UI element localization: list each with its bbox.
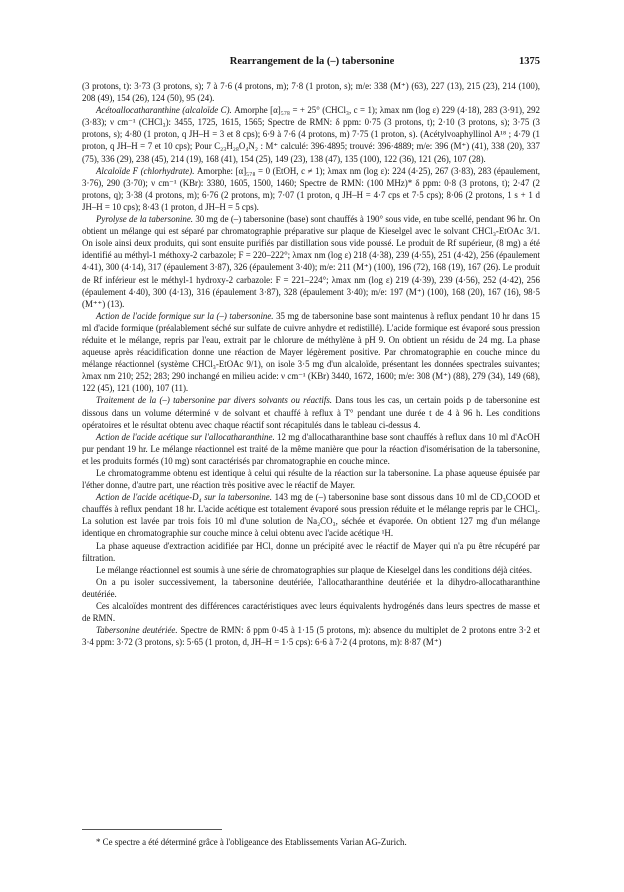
paragraph-text: Le mélange réactionnel est soumis à une série de chromatographies sur plaque de Kieselgel dans les conditions déjà citées.: [96, 564, 532, 575]
section-heading: Action de l'acide acétique-D₄ sur la tabersonine.: [96, 492, 275, 503]
paragraph: [82, 540, 540, 564]
article-body: [82, 80, 540, 648]
paragraph-text: Spectre de RMN: δ ppm 0·45 à 1·15 (5 protons, m): absence du multiplet de 2 protons entre 3·2 et 3·4 ppm: 3·72 (3 protons, s): 5·65 (1 proton, d, JH–H = 1·5 cps): 6·6 à 7·2 (4 protons, m): 8·87 (M⁺): [82, 625, 541, 648]
paragraph: [82, 600, 540, 624]
paragraph-text: Amorphe: [α]₅₇₈ = 0 (EtOH, c ≠ 1); λmax nm (log ε): 224 (4·25), 267 (3·83), 283 (épaulement, 3·76), 290 (3·70); ν cm⁻¹ (KBr): 3380, 1605, 1500, 1460; Spectre de RMN: (100 MHz)* δ ppm: 0·8 (3 protons, t); 2·47 (2 protons, q); 3·38 (4 protons, m); 6·76 (2 protons, m); 7·07 (1 proton, q JH–H = 4·7 cps et 7·5 cps); 8·06 (2 protons, 1 s + 1 d JH–H = 10 cps); 8·43 (1 proton, d JH–H = 5 cps).: [82, 165, 541, 212]
paragraph: [82, 165, 540, 213]
paragraph: [82, 467, 540, 491]
paragraph-text: On a pu isoler successivement, la tabersonine deutériée, l'allocatharanthine deutériée et la dihydro-allocatharanthine deutériée.: [82, 576, 540, 599]
paragraph: [82, 104, 540, 164]
paragraph: [82, 576, 540, 600]
paragraph: [82, 431, 540, 467]
paragraph-text: (3 protons, t): 3·73 (3 protons, s); 7 à 7·6 (4 protons, m); 7·8 (1 proton, s); m/e: 338 (M⁺) (63), 227 (13), 215 (23), 214 (100), 208 (49), 154 (26), 124 (50), 95 (24).: [82, 81, 540, 104]
paragraph-text: La phase aqueuse d'extraction acidifiée par HCl, donne un précipité avec le réactif de Mayer qui n'a pu être récupéré par filtration.: [82, 540, 540, 563]
running-header-title: Rearrangement de la (–) tabersonine: [229, 56, 395, 67]
paragraph: [82, 310, 540, 395]
compound-heading: Acétoallocatharanthine (alcaloïde C).: [96, 105, 235, 116]
paragraph: [82, 564, 540, 576]
paragraph-text: 30 mg de (–) tabersonine (base) sont chauffés à 190° sous vide, en tube scellé, pendant 96 hr. On obtient un mélange qui est séparé par chromatographie préparative sur plaque de Kieselgel avec le solvant CHCl₃-EtOAc 3/1. On isole ainsi deux produits, qui sont ensuite purifiés par distillation sous vide poussé. Le produit de Rf supérieur, (8 mg) a été identifié au méthyl-1 méthoxy-2 carbazole; F = 220–222°; λmax nm (log ε) 218 (4·38), 239 (4·55), 251 (4·42), 256 (épaulement 4·41), 300 (4·14), 317 (épaulement 3·87), 326 (épaulement 3·40); m/e: 211 (M⁺) (100), 196 (72), 168 (19), 167 (26). Le produit de Rf inférieur est le méthyl-1 hydroxy-2 carbazole: F = 221–224°; λmax nm (log ε) 219 (4·39), 239 (4·56), 252 (4·42), 256 (épaulement 4·40), 300 (4·13), 316 (épaulement 3·87), 328 (épaulement 3·40); m/e: 197 (M⁺) (100), 168 (20), 167 (16), 98·5 (M⁺⁺) (13).: [82, 214, 541, 309]
paragraph-text: 35 mg de tabersonine base sont maintenus à reflux pendant 10 hr dans 15 ml d'acide formique (préalablement séché sur sulfate de cuivre anhydre et redistillé). L'acide formique est évaporé sous pression réduite et le mélange, repris par l'eau, extrait par le chlorure de méthylène à pH 9. On obtient un résidu de 24 mg. La phase aqueuse après réacidification donne une réaction de Mayer légèrement positive. Par chromatographie en couche mince du mélange réactionnel (système CHCl₃-EtOAc 9/1), on isole 3·5 mg d'un alcaloïde, présentant les données spectrales suivantes; λmax nm 210; 252; 283; 290 inchangé en milieu acide: ν cm⁻¹ (KBr) 3440, 1672, 1600; m/e: 308 (M⁺) (88), 279 (34), 149 (68), 122 (45), 121 (100), 107 (11).: [82, 310, 540, 394]
paragraph-text: Dans tous les cas, un certain poids p de tabersonine est dissous dans un volume déterminé v de solvant et chauffé à reflux à T° pendant une durée t de 4 à 96 h. Les conditions opératoires et le résultat obtenu avec chaque réactif sont récapitulés dans le tableau ci-dessus 4.: [82, 395, 540, 430]
compound-heading: Tabersonine deutériée.: [96, 625, 181, 636]
section-heading: Pyrolyse de la tabersonine.: [96, 214, 196, 225]
paragraph: [82, 80, 540, 104]
paragraph-text: 143 mg de (–) tabersonine base sont dissous dans 10 ml de CD₃COOD et chauffés à reflux pendant 18 hr. L'acide acétique est totalement évaporé sous pression réduite et le mélange repris par le CHCl₃. La solution est lavée par trois fois 10 ml d'une solution de Na₂CO₃, séchée et évaporée. On obtient 127 mg d'un mélange identique en chromatographie sur couche mince à celui obtenu avec l'acide acétique ¹H.: [82, 492, 540, 539]
paragraph-text: Amorphe [α]₅₇₈ = + 25° (CHCl₃, c = 1); λmax nm (log ε) 229 (4·18), 283 (3·91), 292 (3·83); ν cm⁻¹ (CHCl₃): 3455, 1725, 1615, 1565; Spectre de RMN: δ ppm: 0·75 (3 protons, t); 2·10 (3 protons, s); 3·75 (3 protons, s); 4·80 (1 proton, q JH–H = 3 et 8 cps); 6·9 à 7·6 (4 protons, m) 7·75 (1 proton, s). (Acétylvoaphyllinol A¹⁸ ; 4·79 (1 proton, q JH–H = 7 et 10 cps); Pour C₂₃H₂₈O₄N₂ : M⁺ calculé: 396·4895; trouvé: 396·4889; m/e: 396 (M⁺) (41), 338 (20), 337 (75), 336 (29), 238 (45), 214 (19), 168 (41), 154 (25), 149 (23), 138 (47), 135 (100), 122 (36), 121 (26), 107 (28).: [82, 105, 540, 164]
compound-heading: Alcaloïde F (chlorhydrate).: [96, 165, 198, 176]
section-heading: Traitement de la (–) tabersonine par divers solvants ou réactifs.: [96, 395, 336, 406]
paragraph-text: Le chromatogramme obtenu est identique à celui qui résulte de la réaction sur la tabersonine. La phase aqueuse épuisée par l'éther donne, d'autre part, une réaction très positive avec le réactif de Mayer.: [82, 468, 540, 491]
paragraph-text: Ces alcaloïdes montrent des différences caractéristiques avec leurs équivalents hydrogénés dans leurs spectres de masse et de RMN.: [82, 601, 540, 624]
footnote-divider: [82, 829, 222, 830]
paragraph-text: 12 mg d'allocatharanthine base sont chauffés à reflux dans 10 ml d'AcOH pur pendant 19 hr. Le mélange réactionnel est traité de la même manière que pour la réaction d'isomérisation de la tabersonine, et les produits formés (10 mg) sont caractérisés par chromatographie en couche mince.: [82, 431, 540, 466]
section-heading: Action de l'acide formique sur la (–) tabersonine.: [96, 310, 277, 321]
paragraph: [82, 213, 540, 310]
section-heading: Action de l'acide acétique sur l'allocatharanthine.: [96, 431, 278, 442]
paragraph: [82, 491, 540, 539]
footnote: * Ce spectre a été déterminé grâce à l'obligeance des Etablissements Varian AG-Zurich.: [96, 837, 407, 847]
paragraph: [82, 394, 540, 430]
page-number: 1375: [519, 56, 540, 67]
paragraph: [82, 624, 540, 648]
